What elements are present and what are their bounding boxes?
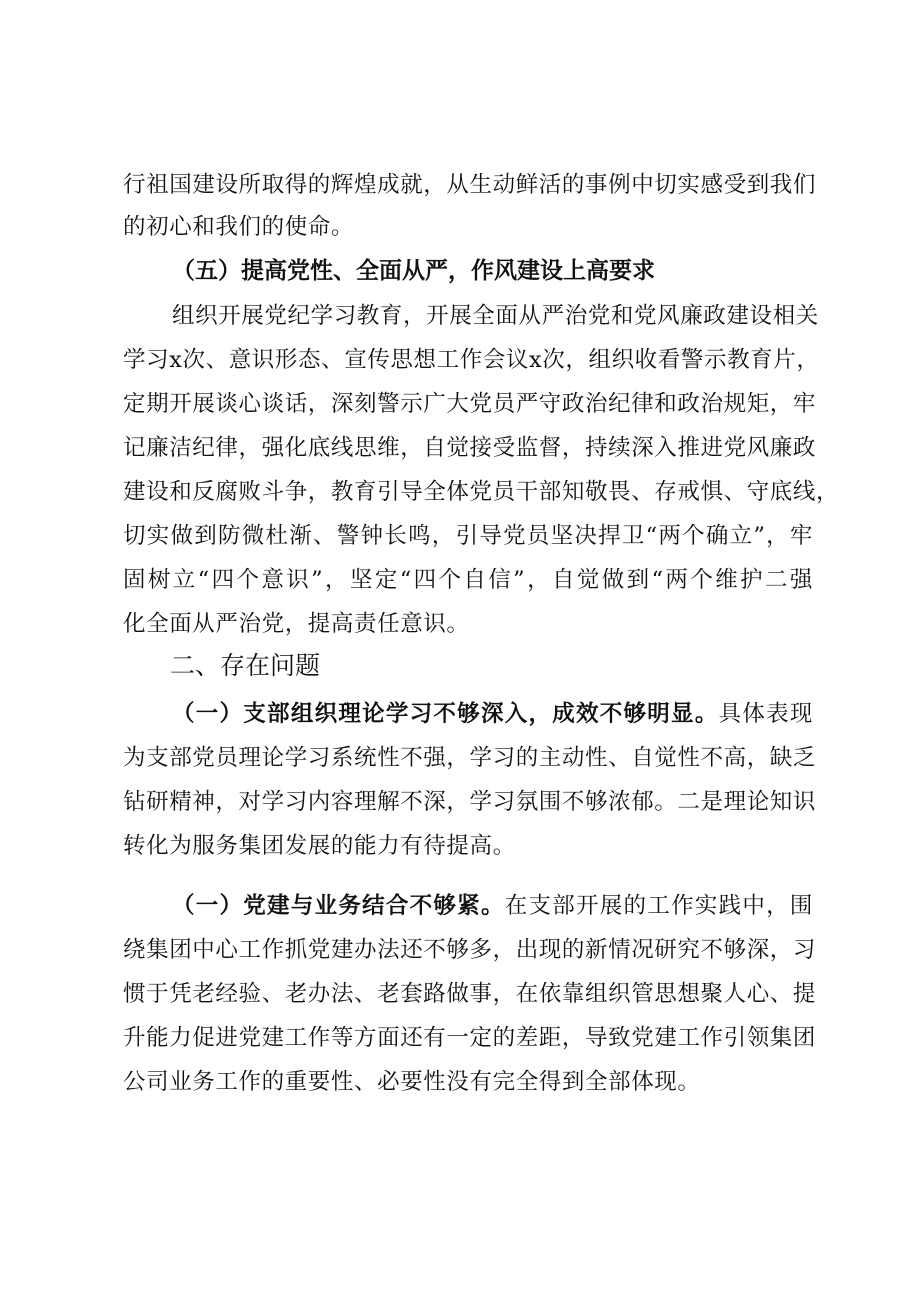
paragraph-line: 公司业务工作的重要性、必要性没有完全得到全部体现。 <box>123 1069 701 1095</box>
paragraph-line: 建设和反腐败斗争，教育引导全体党员干部知敬畏、存戒惧、守底线， <box>123 479 840 505</box>
paragraph-line: 组织开展党纪学习教育，开展全面从严治党和党风廉政建设相关 <box>172 303 819 329</box>
paragraph-line: 行祖国建设所取得的辉煌成就，从生动鲜活的事例中切实感受到我们 <box>123 172 817 198</box>
paragraph-line <box>172 891 813 921</box>
paragraph-line: 绕集团中心工作抓党建办法还不够多，出现的新情况研究不够深，习 <box>123 937 817 963</box>
paragraph-line: 钻研精神，对学习内容理解不深，学习氛围不够浓郁。二是理论知识 <box>123 789 817 815</box>
section-heading-problems: 二、存在问题 <box>170 651 321 680</box>
issue-heading-2: （一）党建与业务结合不够紧。 <box>172 893 505 919</box>
paragraph-line <box>172 699 813 729</box>
paragraph-line: 惯于凭老经验、老办法、老套路做事，在依靠组织管思想聚人心、提 <box>123 981 817 1007</box>
paragraph-line: 转化为服务集团发展的能力有待提高。 <box>123 833 516 859</box>
issue-text: 在支部开展的工作实践中，围 <box>504 893 813 919</box>
subsection-heading-5: （五）提高党性、全面从严，作风建设上高要求 <box>172 257 655 284</box>
paragraph-line: 学习x次、意识形态、宣传思想工作会议x次，组织收看警示教育片， <box>123 347 820 373</box>
paragraph-line: 切实做到防微杜渐、警钟长鸣，引导党员坚决捍卫“两个确立”，牢 <box>123 523 813 549</box>
paragraph-line: 定期开展谈心谈话，深刻警示广大党员严守政治纪律和政治规矩，牢 <box>123 391 817 417</box>
paragraph-line: 为支部党员理论学习系统性不强，学习的主动性、自觉性不高，缺乏 <box>123 745 817 771</box>
paragraph-line: 的初心和我们的使命。 <box>123 214 355 240</box>
paragraph-line: 化全面从严治党，提高责任意识。 <box>123 611 470 637</box>
paragraph-line: 记廉洁纪律，强化底线思维，自觉接受监督，持续深入推进党风廉政 <box>123 435 817 461</box>
paragraph-line: 固树立“四个意识”，坚定“四个自信”，自觉做到“两个维护二强 <box>123 567 813 593</box>
paragraph-line: 升能力促进党建工作等方面还有一定的差距，导致党建工作引领集团 <box>123 1025 817 1051</box>
issue-text: 具体表现 <box>718 701 813 727</box>
issue-heading-1: （一）支部组织理论学习不够深入，成效不够明显。 <box>172 701 719 727</box>
